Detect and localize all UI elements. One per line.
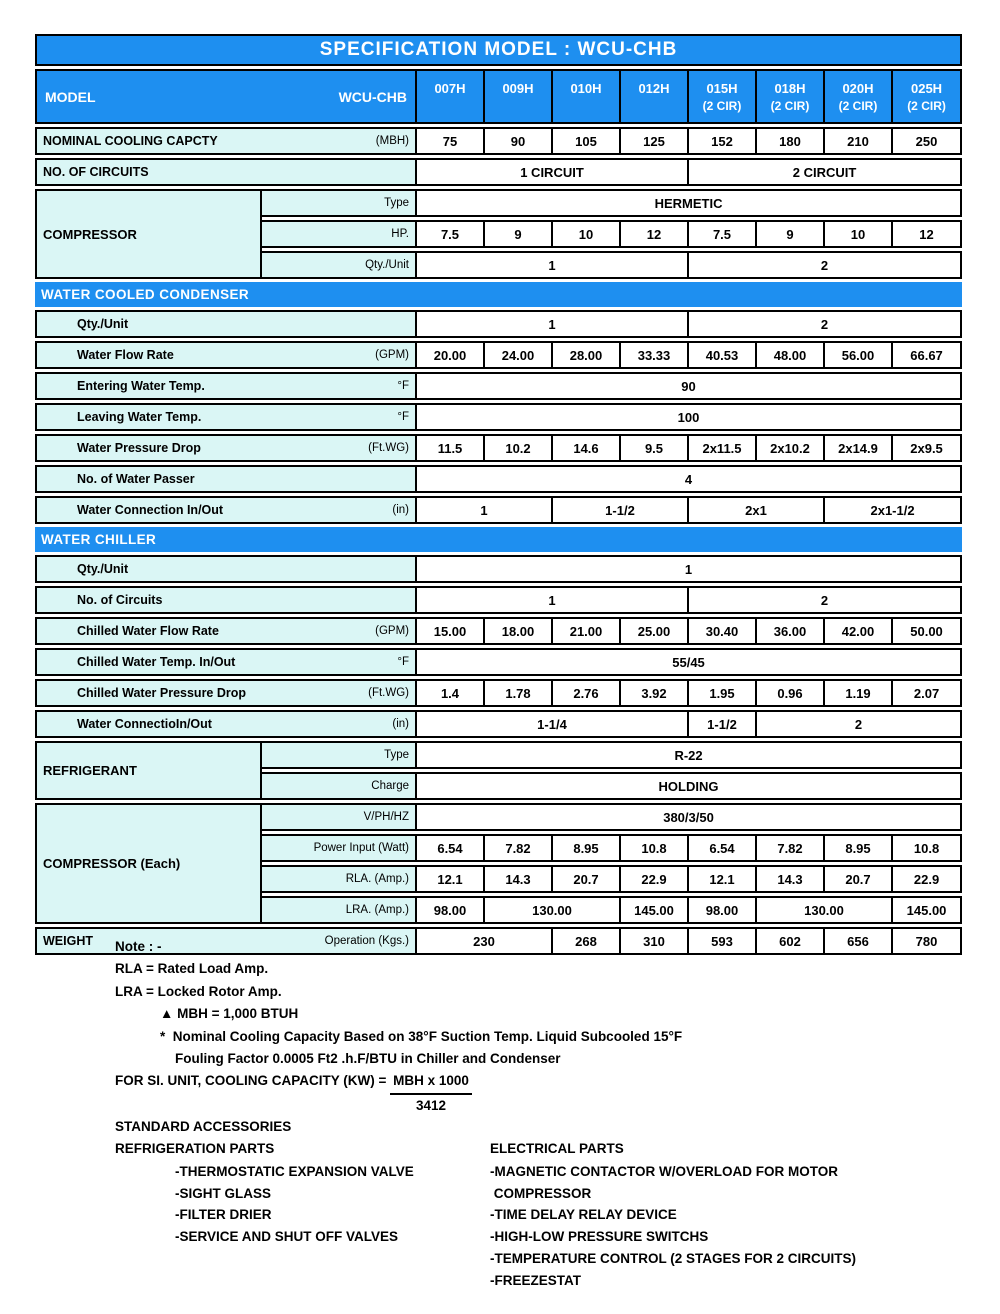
spec-value-cell: 2x14.9 bbox=[825, 434, 893, 462]
row-label-wrap bbox=[37, 441, 415, 455]
row-label-cell bbox=[35, 372, 417, 400]
row-label-cell bbox=[35, 341, 417, 369]
column-header bbox=[485, 69, 553, 124]
spec-value-cell: 780 bbox=[893, 927, 962, 955]
spec-value-cell: 7.5 bbox=[689, 220, 757, 248]
spec-value-cell: 602 bbox=[757, 927, 825, 955]
row-label-wrap bbox=[37, 317, 415, 331]
column-subtext bbox=[553, 98, 619, 115]
accessory-item: -TIME DELAY RELAY DEVICE bbox=[490, 1207, 677, 1223]
spec-value-cell: 28.00 bbox=[553, 341, 621, 369]
refrigeration-parts-column bbox=[115, 1138, 490, 1291]
row-label-cell bbox=[35, 555, 417, 583]
row-label: Entering Water Temp. bbox=[77, 379, 205, 393]
spec-value-cell: 10 bbox=[825, 220, 893, 248]
spec-value-cell: 10 bbox=[553, 220, 621, 248]
spec-value-cell: 2x9.5 bbox=[893, 434, 962, 462]
spec-value-cell: 145.00 bbox=[893, 896, 962, 924]
electrical-parts-title: ELECTRICAL PARTS bbox=[490, 1141, 624, 1157]
row-label-wrap bbox=[37, 686, 415, 700]
spec-value-cell: 14.3 bbox=[485, 865, 553, 893]
table-row bbox=[35, 158, 962, 186]
column-subtext bbox=[417, 98, 483, 115]
spec-value-cell: 2 bbox=[689, 251, 962, 279]
spec-value-cell: 14.3 bbox=[757, 865, 825, 893]
spec-value-cell: 2.07 bbox=[893, 679, 962, 707]
row-label-wrap bbox=[37, 624, 415, 638]
spec-value-cell: 2x10.2 bbox=[757, 434, 825, 462]
refrigeration-parts-list bbox=[115, 1161, 490, 1248]
row-label-cell bbox=[35, 465, 417, 493]
row-label-wrap bbox=[37, 593, 415, 607]
row-label-cell bbox=[35, 434, 417, 462]
table-row bbox=[35, 679, 962, 707]
spec-value-cell: 12 bbox=[621, 220, 689, 248]
row-label: Chilled Water Flow Rate bbox=[77, 624, 219, 638]
row-label-wrap bbox=[37, 348, 415, 362]
row-label-cell bbox=[35, 586, 417, 614]
spec-value-cell: 22.9 bbox=[893, 865, 962, 893]
spec-value-cell: 10.2 bbox=[485, 434, 553, 462]
spec-value-cell: 145.00 bbox=[621, 896, 689, 924]
electrical-parts-column bbox=[490, 1138, 970, 1291]
spec-value-cell: 9 bbox=[485, 220, 553, 248]
column-name: 010H bbox=[570, 80, 602, 96]
accessory-item: -HIGH-LOW PRESSURE SWITCHS bbox=[490, 1229, 709, 1245]
spec-value-cell: 12 bbox=[893, 220, 962, 248]
spec-value-cell: 48.00 bbox=[757, 341, 825, 369]
unit-label: (in) bbox=[392, 718, 409, 730]
row-group-label: COMPRESSOR (Each) bbox=[35, 803, 262, 924]
spec-value-cell: 8.95 bbox=[825, 834, 893, 862]
spec-value-cell: 1.95 bbox=[689, 679, 757, 707]
column-subtext: (2 CIR) bbox=[907, 98, 946, 113]
table-row bbox=[35, 527, 962, 552]
spec-value-cell: 55/45 bbox=[417, 648, 962, 676]
spec-value-cell: 2.76 bbox=[553, 679, 621, 707]
spec-value-cell: 1.78 bbox=[485, 679, 553, 707]
spec-value-cell: 10.8 bbox=[621, 834, 689, 862]
table-row bbox=[35, 586, 962, 614]
table-row bbox=[35, 803, 962, 831]
spec-value-cell: HERMETIC bbox=[417, 189, 962, 217]
row-label-wrap bbox=[37, 410, 415, 424]
spec-value-cell: 1.4 bbox=[417, 679, 485, 707]
row-label-cell bbox=[35, 679, 417, 707]
spec-value-cell: 8.95 bbox=[553, 834, 621, 862]
row-label: WEIGHT bbox=[43, 934, 93, 948]
spec-value-cell: 30.40 bbox=[689, 617, 757, 645]
row-label: Leaving Water Temp. bbox=[77, 410, 202, 424]
row-label-cell bbox=[35, 617, 417, 645]
spec-value-cell: 98.00 bbox=[689, 896, 757, 924]
spec-value-cell: 310 bbox=[621, 927, 689, 955]
spec-value-cell: 66.67 bbox=[893, 341, 962, 369]
column-header bbox=[621, 69, 689, 124]
unit-label: (Ft.WG) bbox=[368, 442, 409, 454]
spec-title: SPECIFICATION MODEL : WCU-CHB bbox=[35, 34, 962, 66]
spec-value-cell: 1 bbox=[417, 496, 553, 524]
row-label-wrap bbox=[37, 379, 415, 393]
row-label-cell bbox=[35, 403, 417, 431]
formula-numerator: MBH x 1000 bbox=[390, 1070, 472, 1094]
row-label: Water ConnectioIn/Out bbox=[77, 717, 212, 731]
row-sub-label: Power Input (Watt) bbox=[262, 834, 417, 862]
spec-value-cell: 210 bbox=[825, 127, 893, 155]
note-line: LRA = Locked Rotor Amp. bbox=[115, 983, 282, 999]
row-label-cell bbox=[35, 310, 417, 338]
model-header-row bbox=[35, 69, 962, 124]
spec-value-cell: 14.6 bbox=[553, 434, 621, 462]
row-label-cell bbox=[35, 496, 417, 524]
spec-value-cell: R-22 bbox=[417, 741, 962, 769]
formula-denominator: 3412 bbox=[416, 1097, 447, 1113]
spec-value-cell: 56.00 bbox=[825, 341, 893, 369]
row-label-wrap bbox=[37, 562, 415, 576]
row-sub-label: Charge bbox=[262, 772, 417, 800]
table-row bbox=[35, 434, 962, 462]
column-header bbox=[417, 69, 485, 124]
row-sub-label: Type bbox=[262, 189, 417, 217]
row-label: NOMINAL COOLING CAPCTY bbox=[43, 134, 218, 148]
formula-prefix: FOR SI. UNIT, COOLING CAPACITY (KW) = bbox=[115, 1073, 391, 1089]
spec-value-cell: 180 bbox=[757, 127, 825, 155]
spec-value-cell: 24.00 bbox=[485, 341, 553, 369]
spec-value-cell: 98.00 bbox=[417, 896, 485, 924]
spec-value-cell: 1-1/4 bbox=[417, 710, 689, 738]
spec-value-cell: 1 bbox=[417, 586, 689, 614]
spec-value-cell: 7.5 bbox=[417, 220, 485, 248]
unit-label: (Ft.WG) bbox=[368, 687, 409, 699]
spec-value-cell: HOLDING bbox=[417, 772, 962, 800]
spec-value-cell: 250 bbox=[893, 127, 962, 155]
row-label-wrap bbox=[37, 472, 415, 486]
spec-value-cell: 130.00 bbox=[485, 896, 621, 924]
table-row bbox=[35, 496, 962, 524]
spec-value-cell: 10.8 bbox=[893, 834, 962, 862]
row-label: No. of Water Passer bbox=[77, 472, 195, 486]
spec-value-cell: 0.96 bbox=[757, 679, 825, 707]
spec-value-cell: 380/3/50 bbox=[417, 803, 962, 831]
spec-value-cell: 130.00 bbox=[757, 896, 893, 924]
row-label-wrap bbox=[37, 165, 415, 179]
model-header bbox=[45, 89, 407, 105]
accessory-item: -SIGHT GLASS bbox=[175, 1185, 272, 1201]
row-label: No. of Circuits bbox=[77, 593, 163, 607]
unit-label: (GPM) bbox=[375, 349, 409, 361]
accessory-item: -FREEZESTAT bbox=[490, 1272, 581, 1288]
unit-label: (MBH) bbox=[375, 135, 409, 147]
row-label: Water Connection In/Out bbox=[77, 503, 224, 517]
table-row bbox=[35, 741, 962, 769]
accessories-title: STANDARD ACCESSORIES bbox=[115, 1119, 292, 1134]
spec-value-cell: 75 bbox=[417, 127, 485, 155]
table-row bbox=[35, 127, 962, 155]
spec-value-cell: 90 bbox=[417, 372, 962, 400]
spec-value-cell: 9 bbox=[757, 220, 825, 248]
specification-table bbox=[35, 31, 962, 958]
spec-value-cell: 20.7 bbox=[825, 865, 893, 893]
table-row bbox=[35, 310, 962, 338]
spec-value-cell: 1 bbox=[417, 310, 689, 338]
model-label: MODEL bbox=[45, 88, 96, 105]
row-group-label: COMPRESSOR bbox=[35, 189, 262, 279]
row-label-cell bbox=[35, 158, 417, 186]
spec-value-cell: 1-1/2 bbox=[553, 496, 689, 524]
row-sub-label: Qty./Unit bbox=[262, 251, 417, 279]
table-row bbox=[35, 465, 962, 493]
table-row bbox=[35, 282, 962, 307]
spec-value-cell: 40.53 bbox=[689, 341, 757, 369]
column-name: 018H bbox=[774, 80, 806, 96]
row-label: NO. OF CIRCUITS bbox=[43, 165, 149, 179]
spec-value-cell: 15.00 bbox=[417, 617, 485, 645]
spec-value-cell: 22.9 bbox=[621, 865, 689, 893]
spec-value-cell: 11.5 bbox=[417, 434, 485, 462]
accessory-item: -THERMOSTATIC EXPANSION VALVE bbox=[175, 1163, 414, 1179]
accessory-item: COMPRESSOR bbox=[490, 1185, 592, 1201]
spec-value-cell: 2 CIRCUIT bbox=[689, 158, 962, 186]
row-sub-label: Type bbox=[262, 741, 417, 769]
unit-label: (in) bbox=[392, 504, 409, 516]
column-name: 020H bbox=[842, 80, 874, 96]
spec-value-cell: 2 bbox=[757, 710, 962, 738]
column-name: 009H bbox=[502, 80, 534, 96]
note-line: * Nominal Cooling Capacity Based on 38°F Suction Temp. Liquid Subcooled 15°F bbox=[160, 1028, 683, 1044]
spec-value-cell: 105 bbox=[553, 127, 621, 155]
note-line: Fouling Factor 0.0005 Ft2 .h.F/BTU in Chiller and Condenser bbox=[175, 1051, 561, 1067]
spec-value-cell: 3.92 bbox=[621, 679, 689, 707]
column-subtext bbox=[485, 98, 551, 115]
spec-value-cell: 50.00 bbox=[893, 617, 962, 645]
row-label-cell bbox=[35, 648, 417, 676]
standard-accessories-section bbox=[115, 1116, 970, 1292]
spec-value-cell: 4 bbox=[417, 465, 962, 493]
spec-value-cell: 230 bbox=[417, 927, 553, 955]
note-line: RLA = Rated Load Amp. bbox=[115, 961, 269, 977]
accessory-item: -FILTER DRIER bbox=[175, 1207, 272, 1223]
unit-label: °F bbox=[397, 656, 409, 668]
table-row bbox=[35, 648, 962, 676]
spec-value-cell: 9.5 bbox=[621, 434, 689, 462]
spec-value-cell: 12.1 bbox=[417, 865, 485, 893]
column-name: 012H bbox=[638, 80, 670, 96]
column-header bbox=[825, 69, 893, 124]
model-series: WCU-CHB bbox=[338, 88, 407, 105]
spec-value-cell: 6.54 bbox=[417, 834, 485, 862]
table-row bbox=[35, 403, 962, 431]
spec-value-cell: 12.1 bbox=[689, 865, 757, 893]
spec-value-cell: 2x1-1/2 bbox=[825, 496, 962, 524]
column-header bbox=[689, 69, 757, 124]
table-row bbox=[35, 555, 962, 583]
spec-value-cell: 7.82 bbox=[757, 834, 825, 862]
spec-value-cell: 2x11.5 bbox=[689, 434, 757, 462]
unit-label: Operation (Kgs.) bbox=[324, 935, 409, 947]
refrigeration-parts-title: REFRIGERATION PARTS bbox=[115, 1141, 275, 1157]
unit-label: °F bbox=[397, 411, 409, 423]
column-header bbox=[757, 69, 825, 124]
column-name: 015H bbox=[706, 80, 738, 96]
row-label-cell bbox=[35, 127, 417, 155]
title-row bbox=[35, 34, 962, 66]
si-unit-formula bbox=[115, 1070, 682, 1117]
note-line: ▲ MBH = 1,000 BTUH bbox=[160, 1006, 299, 1022]
row-sub-label: V/PH/HZ bbox=[262, 803, 417, 831]
row-label: Qty./Unit bbox=[77, 562, 129, 576]
spec-value-cell: 100 bbox=[417, 403, 962, 431]
note-line: Note : - bbox=[115, 939, 162, 954]
model-header-cell bbox=[35, 69, 417, 124]
row-sub-label: RLA. (Amp.) bbox=[262, 865, 417, 893]
column-subtext bbox=[621, 98, 687, 115]
note-lines bbox=[115, 936, 682, 1070]
row-label: Water Flow Rate bbox=[77, 348, 174, 362]
row-label-wrap bbox=[37, 134, 415, 148]
column-header bbox=[893, 69, 962, 124]
formula-fraction bbox=[390, 1070, 472, 1117]
column-name: 007H bbox=[434, 80, 466, 96]
row-group-label: REFRIGERANT bbox=[35, 741, 262, 800]
electrical-parts-list bbox=[490, 1161, 970, 1292]
row-label-wrap bbox=[37, 655, 415, 669]
notes-section bbox=[115, 936, 682, 1117]
spec-value-cell: 33.33 bbox=[621, 341, 689, 369]
spec-value-cell: 1-1/2 bbox=[689, 710, 757, 738]
spec-value-cell: 42.00 bbox=[825, 617, 893, 645]
spec-value-cell: 152 bbox=[689, 127, 757, 155]
spec-value-cell: 2 bbox=[689, 586, 962, 614]
row-sub-label: LRA. (Amp.) bbox=[262, 896, 417, 924]
spec-value-cell: 593 bbox=[689, 927, 757, 955]
row-label-cell bbox=[35, 710, 417, 738]
section-band: WATER COOLED CONDENSER bbox=[35, 282, 962, 307]
spec-value-cell: 21.00 bbox=[553, 617, 621, 645]
unit-label: (GPM) bbox=[375, 625, 409, 637]
column-name: 025H bbox=[910, 80, 943, 96]
spec-value-cell: 656 bbox=[825, 927, 893, 955]
table-row bbox=[35, 372, 962, 400]
spec-value-cell: 2 bbox=[689, 310, 962, 338]
spec-value-cell: 20.00 bbox=[417, 341, 485, 369]
spec-value-cell: 7.82 bbox=[485, 834, 553, 862]
row-label-wrap bbox=[37, 503, 415, 517]
spec-value-cell: 1.19 bbox=[825, 679, 893, 707]
spec-value-cell: 6.54 bbox=[689, 834, 757, 862]
row-label-wrap bbox=[37, 717, 415, 731]
spec-value-cell: 1 bbox=[417, 555, 962, 583]
spec-value-cell: 2x1 bbox=[689, 496, 825, 524]
spec-value-cell: 1 bbox=[417, 251, 689, 279]
table-row bbox=[35, 189, 962, 217]
column-subtext: (2 CIR) bbox=[770, 98, 810, 113]
row-label: Chilled Water Temp. In/Out bbox=[77, 655, 236, 669]
spec-value-cell: 20.7 bbox=[553, 865, 621, 893]
accessory-item: -TEMPERATURE CONTROL (2 STAGES FOR 2 CIRCUITS) bbox=[490, 1251, 857, 1266]
section-band: WATER CHILLER bbox=[35, 527, 962, 552]
column-header bbox=[553, 69, 621, 124]
spec-value-cell: 1 CIRCUIT bbox=[417, 158, 689, 186]
row-label: Qty./Unit bbox=[77, 317, 129, 331]
spec-value-cell: 268 bbox=[553, 927, 621, 955]
row-label: Chilled Water Pressure Drop bbox=[77, 686, 247, 700]
accessory-item: -SERVICE AND SHUT OFF VALVES bbox=[175, 1229, 399, 1245]
spec-value-cell: 18.00 bbox=[485, 617, 553, 645]
row-sub-label: HP. bbox=[262, 220, 417, 248]
spec-value-cell: 25.00 bbox=[621, 617, 689, 645]
spec-value-cell: 90 bbox=[485, 127, 553, 155]
column-subtext: (2 CIR) bbox=[702, 98, 742, 113]
spec-value-cell: 36.00 bbox=[757, 617, 825, 645]
column-subtext: (2 CIR) bbox=[838, 98, 878, 113]
accessory-item: -MAGNETIC CONTACTOR W/OVERLOAD FOR MOTOR bbox=[490, 1163, 838, 1179]
table-row bbox=[35, 617, 962, 645]
unit-label: °F bbox=[397, 380, 409, 392]
table-row bbox=[35, 341, 962, 369]
spec-value-cell: 125 bbox=[621, 127, 689, 155]
table-row bbox=[35, 710, 962, 738]
row-label: Water Pressure Drop bbox=[77, 441, 201, 455]
